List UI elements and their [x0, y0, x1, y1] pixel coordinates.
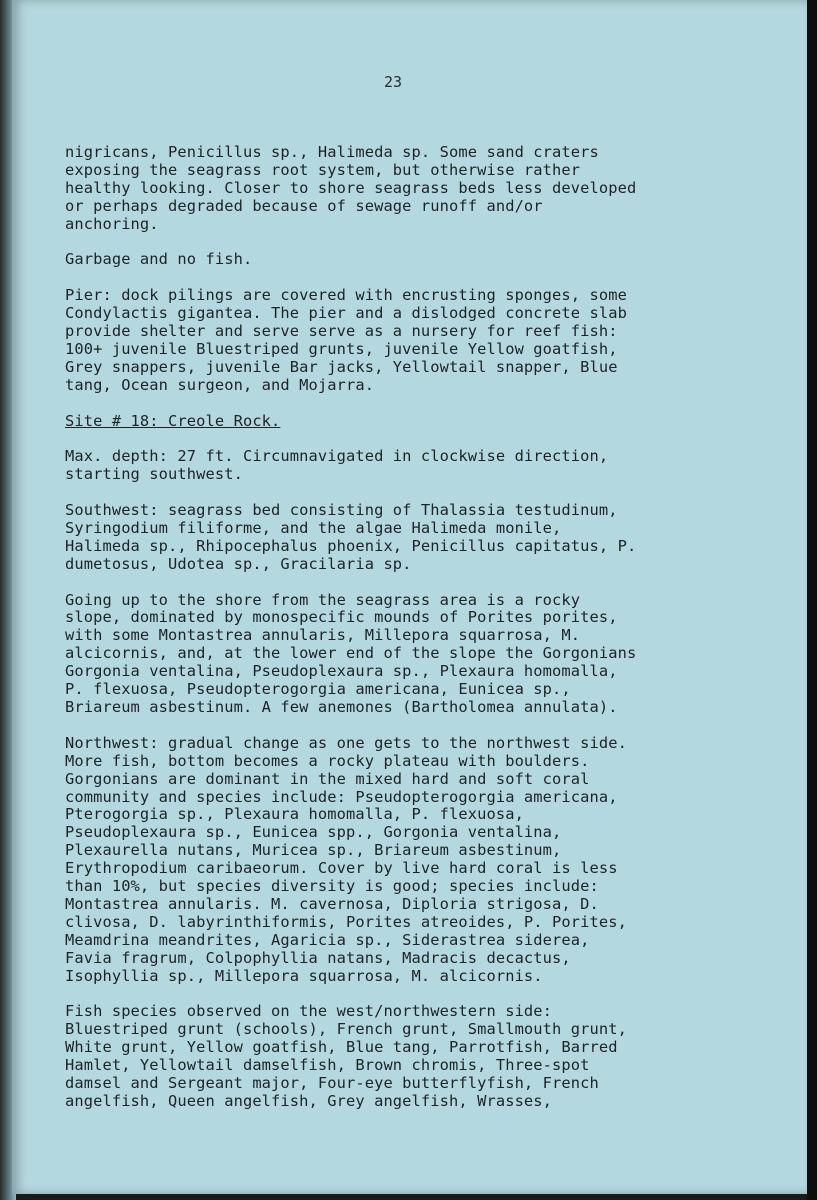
document-page: [12, 0, 807, 1194]
heading-site-18: Site # 18: Creole Rock.: [65, 411, 281, 430]
para-pier: Pier: dock pilings are covered with encrusting sponges, some Condylactis gigantea. The pier and a dislodged concrete slab provide shelter and serve serve as a nursery for reef fish: 100+ juvenile Bluestriped grunts, juvenile Yellow goatfish, Grey snappers, juvenile Bar jacks, Yellowtail snapper, Blue tang, Ocean surgeon, and Mojarra.: [65, 286, 627, 394]
page-body: [65, 144, 765, 1129]
para-fish-species: Fish species observed on the west/northwestern side: Bluestriped grunt (schools), French grunt, Smallmouth grunt, White grunt, Yellow goatfish, Blue tang, Parrotfish, Barred Hamlet, Yellowtail damselfish, Brown chromis, Three-spot damsel and Sergeant major, Four-eye butterflyfish, French angelfish, Queen angelfish, Grey angelfish, Wrasses,: [65, 1002, 627, 1110]
para-garbage: Garbage and no fish.: [65, 250, 253, 269]
para-seagrass-continued: nigricans, Penicillus sp., Halimeda sp. Some sand craters exposing the seagrass root system, but otherwise rather healthy looking. Closer to shore seagrass beds less developed or perhaps degraded because of sewage runoff and/or anchoring.: [65, 143, 637, 233]
para-northwest: Northwest: gradual change as one gets to the northwest side. More fish, bottom becomes a rocky plateau with boulders. Gorgonians are dominant in the mixed hard and soft coral community and species include: Pseudopterogorgia americana, Pterogorgia sp., Plexaura homomalla, P. flexuosa, Pseudoplexaura sp., Eunicea spp., Gorgonia ventalina, Plexaurella nutans, Muricea sp., Briareum asbestinum, Erythropodium caribaeorum. Cover by live hard coral is less than 10%, but species diversity is good; species include: Montastrea annularis. M. cavernosa, Diploria strigosa, D. clivosa, D. labyrinthiformis, Porites atreoides, P. Porites, Meamdrina meandrites, Agaricia sp., Siderastrea siderea, Favia fragrum, Colpophyllia natans, Madracis decactus, Isophyllia sp., Millepora squarrosa, M. alcicornis.: [65, 733, 627, 985]
para-rocky-slope: Going up to the shore from the seagrass area is a rocky slope, dominated by monospecific mounds of Porites porites, with some Montastrea annularis, Millepora squarrosa, M. alcicornis, and, at the lower end of the slope the Gorgonians Gorgonia ventalina, Pseudoplexaura sp., Plexaura homomalla, P. flexuosa, Pseudopterogorgia americana, Eunicea sp., Briareum asbestinum. A few anemones (Bartholomea annulata).: [65, 590, 637, 716]
scan-right-edge: [807, 0, 817, 1200]
page-number: 23: [384, 73, 403, 91]
para-max-depth: Max. depth: 27 ft. Circumnavigated in clockwise direction, starting southwest.: [65, 447, 609, 484]
para-southwest: Southwest: seagrass bed consisting of Thalassia testudinum, Syringodium filiforme, and the algae Halimeda monile, Halimeda sp., Rhipocephalus phoenix, Penicillus capitatus, P. dumetosus, Udotea sp., Gracilaria sp.: [65, 501, 637, 573]
